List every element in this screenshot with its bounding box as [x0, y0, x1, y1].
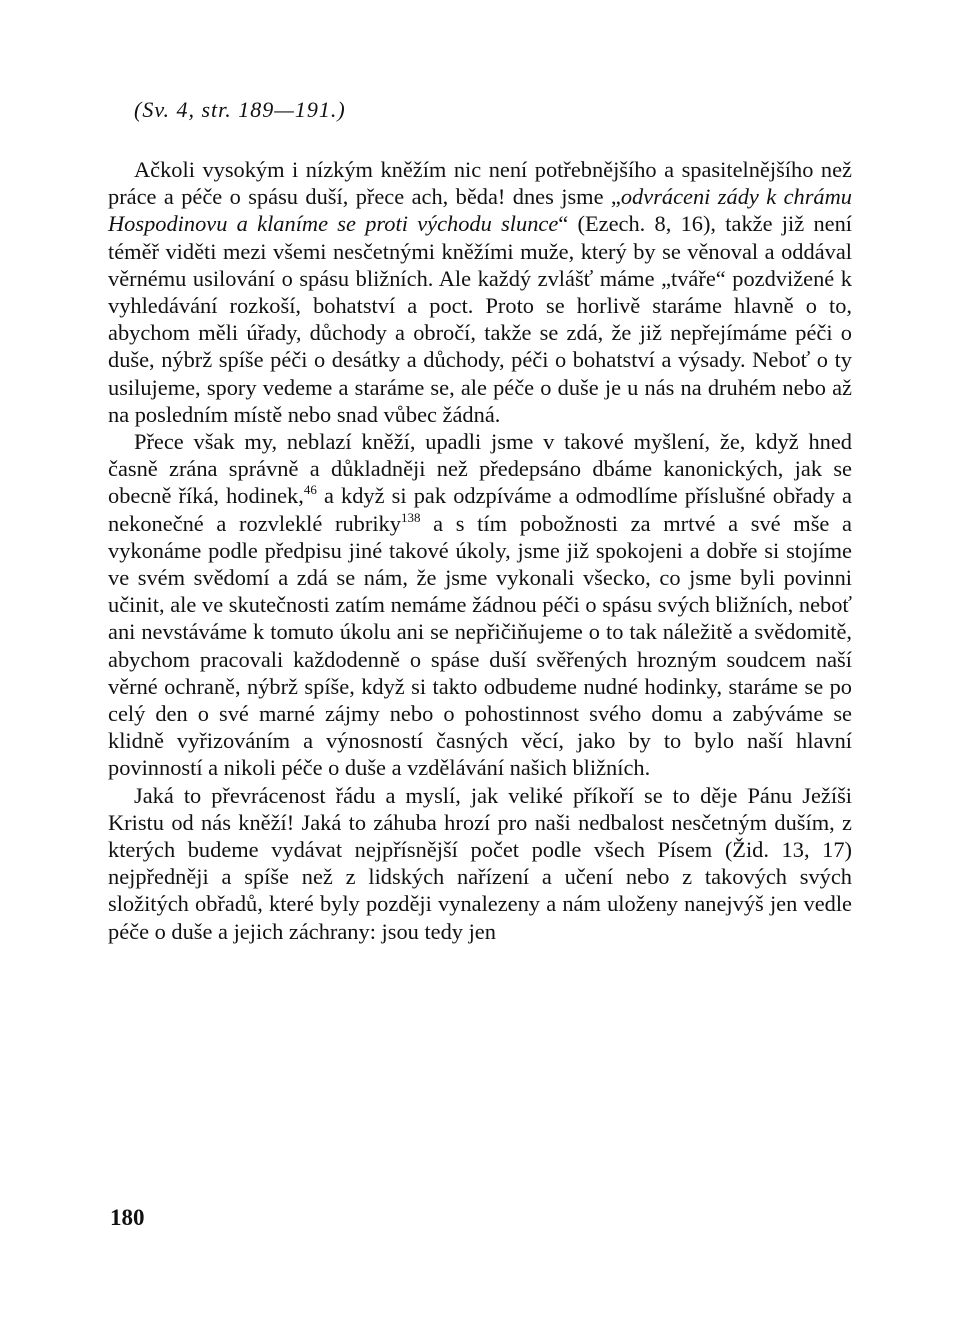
- text-span: a s tím pobožnosti za mrtvé a své mše a vykonáme podle předpisu jiné takové úkoly, jsme již spokojeni a dobře si stojíme ve svém svědomí a zdá se nám, že jsme vykonali všecko, co jsme byli povinni učinit, ale ve skutečnosti zatím nemáme žádnou péči o spásu svých bližních, neboť ani nevstáváme k tomuto úkolu ani se nepřičiňujeme o to tak náležitě a svědomitě, abychom pracovali každodenně o spáse duší svěřených hrozným soudcem naší věrné ochraně, nýbrž spíše, když si takto odbudeme nudné hodinky, staráme se po celý den o své marné zájmy nebo o pohostinnost svého domu a zabýváme se klidně vyřizováním a výnosností časných věcí, jako by to bylo naší hlavní povinností a nikoli péče o duše a vzdělávání našich bližních.: [108, 510, 852, 781]
- text-span: Jaká to převrácenost řádu a myslí, jak veliké příkoří se to děje Pánu Ježíši Kristu od nás kněží! Jaká to záhuba hrozí pro naši nedbalost nesčetným duším, z kterých budeme vydávat nejpřísnější počet podle všech Písem (Žid. 13, 17) nejpředněji a spíše než z lidských nařízení a učení nebo z takových svých složitých obřadů, které byly později vynalezeny a nám uloženy nanejvýš jen vedle péče o duše a jejich záchrany: jsou tedy jen: [108, 782, 852, 944]
- footnote-ref-46[interactable]: 46: [303, 482, 317, 498]
- source-reference: (Sv. 4, str. 189—191.): [134, 97, 346, 122]
- footnote-ref-138[interactable]: 138: [400, 509, 421, 525]
- page-number: 180: [110, 1205, 145, 1230]
- text-span: a když si pak odzpíváme a odmodlíme příslušné obřady a nekonečné a rozvleklé rubriky: [108, 483, 852, 536]
- text-span: “ (Ezech. 8, 16), takže již není téměř viděti mezi všemi nesčetnými kněžími muže, který by se věnoval a oddával věrnému usilování o spásu bližních. Ale každý zvlášť máme „tváře“ pozdvižené k vyhledávání rozkoší, bohatství a poct. Proto se horlivě staráme hlavně o to, abychom měli úřady, důchody a obročí, takže se zdá, že již nepřejímáme péči o duše, nýbrž spíše péči o desátky a důchody, péči o bohatství a výsady. Neboť o ty usilujeme, spory vedeme a staráme se, ale péče o duše je u nás na druhém nebo až na posledním místě nebo snad vůbec žádná.: [108, 211, 852, 427]
- quotation-italic: odvráceni zády k chrámu Hospodinovu a klaníme se proti východu slunce: [108, 184, 852, 237]
- page-body: [108, 94, 852, 945]
- paragraph-2: [108, 428, 852, 782]
- text-span: Přece však my, neblazí kněží, upadli jsme v takové myšlení, že, když hned časně zrána správně a důkladněji než předepsáno dbáme kanonických, jak se obecně říká, hodinek,: [108, 429, 852, 509]
- paragraph-1: [108, 156, 852, 428]
- paragraph-3: [108, 782, 852, 945]
- text-span: Ačkoli vysokým i nízkým kněžím nic není potřebnějšího a spasitelnějšího než práce a péče o spásu duší, přece ach, běda! dnes jsme „: [108, 157, 852, 210]
